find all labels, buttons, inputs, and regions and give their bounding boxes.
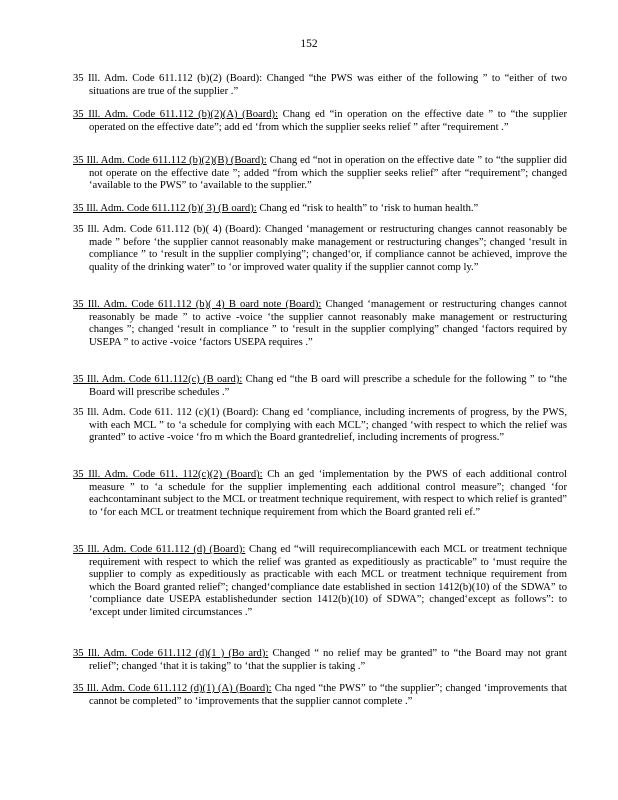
change-description: Changed “the PWS was either of the following ” to “either of two situations are true of the supplier .” bbox=[89, 73, 567, 97]
code-reference: 35 Ill. Adm. Code 611.112 (b)(2)(B) (Board): bbox=[73, 155, 267, 166]
change-description: Changed ‘management or restructuring changes cannot reasonably be made ” to active -voice ‘the supplier cannot reasonably make management or restructuring changes ”; changed ‘result in compliance ” to ‘result in the supplier complying” changed ‘factors required by USEPA ” to active -voice ‘factors USEPA requires .” bbox=[89, 299, 567, 348]
code-reference: 35 Ill. Adm. Code 611.112 (b)(2)(A) (Board): bbox=[73, 109, 279, 120]
code-reference: 35 Ill. Adm. Code 611.112 (b)( 4) B oard note (Board): bbox=[73, 299, 322, 310]
code-reference: 35 Ill. Adm. Code 611.112 (d)(1) (A) (Board): bbox=[73, 683, 272, 694]
page-number: 152 bbox=[300, 38, 318, 50]
code-reference: 35 Ill. Adm. Code 611.112(c) (B oard): bbox=[73, 374, 243, 385]
change-description: Chang ed ‘compliance, including increments of progress, by the PWS, with each MCL ” to ‘a schedule for complying with each MCL”; changed ‘with respect to which the relief was granted” to active -voice ‘fro m which the Board grantedrelief, including increments of progress.” bbox=[89, 407, 567, 443]
change-entry bbox=[73, 648, 567, 673]
change-description: Changed “ no relief may be granted” to “the Board may not grant relief”; changed ‘that it is taking” to ‘that the supplier is taking .” bbox=[89, 648, 567, 672]
code-reference: 35 Ill. Adm. Code 611.112 (b)( 3) (B oard): bbox=[73, 203, 257, 214]
change-description: Chang ed “the B oard will prescribe a schedule for the following ” to “the Board will prescribe schedules .” bbox=[89, 374, 568, 398]
code-reference: 35 Ill. Adm. Code 611.112 (b)( 4) (Board): bbox=[73, 224, 262, 235]
change-description: Chang ed “risk to health” to ‘risk to human health.” bbox=[259, 203, 479, 214]
change-entry bbox=[73, 73, 567, 98]
change-entry bbox=[73, 407, 567, 445]
change-entry bbox=[73, 155, 567, 193]
change-description: Chang ed “in operation on the effective date ” to “the supplier operated on the effective date”; add ed ‘from which the supplier seeks relief ” after “requirement .” bbox=[89, 109, 567, 133]
change-description: Cha nged “the PWS” to “the supplier”; changed ‘improvements that cannot be completed” to ‘improvements that the supplier cannot complete .” bbox=[89, 683, 567, 707]
code-reference: 35 Ill. Adm. Code 611.112 (d)(1 ) (Bo ard): bbox=[73, 648, 269, 659]
change-entry bbox=[73, 544, 567, 619]
change-description: Chang ed “will requirecompliancewith each MCL or treatment technique requirement with respect to which the relief was granted as expeditiously as practicable” to ‘must require the supplier to comply as expeditiously as practicable with each MCL or treatment technique requirement from which the Board granted relief”; changed‘compliance date established in section 1412(b)(10) of the SDWA” to ‘compliance date USEPA establishedunder section 1412(b)(10) of SDWA”; changed‘except as follows”: to ‘except under limited circumstances .” bbox=[89, 544, 568, 618]
change-entry bbox=[73, 224, 567, 274]
code-reference: 35 Ill. Adm. Code 611. 112(c)(2) (Board): bbox=[73, 469, 263, 480]
code-reference: 35 Ill. Adm. Code 611.112 (d) (Board): bbox=[73, 544, 246, 555]
change-entry bbox=[73, 299, 567, 349]
change-entry bbox=[73, 203, 567, 216]
code-reference: 35 Ill. Adm. Code 611. 112 (c)(1) (Board): bbox=[73, 407, 259, 418]
change-description: Ch an ged ‘implementation by the PWS of each additional control measure ” to ‘a schedule for the supplier implementing each additional control measure”; changed ‘for eachcontaminant subject to the MCL or treatment technique requirement, with respect to which relief is granted” to ‘for each MCL or treatment technique requirement from which the Board granted reli ef.” bbox=[89, 469, 567, 518]
change-description: Changed ‘management or restructuring changes cannot reasonably be made ” before ‘the supplier cannot reasonably make management or restructuring changes”; changed ‘result in compliance ” to ‘result in the supplier complying”; changed‘or, if compliance cannot be achieved, improve the quality of the drinking water” to ‘or improved water quality if the supplier cannot comp ly.” bbox=[89, 224, 568, 273]
code-reference: 35 Ill. Adm. Code 611.112 (b)(2) (Board): bbox=[73, 73, 263, 84]
change-entry bbox=[73, 109, 567, 134]
change-entry bbox=[73, 469, 567, 519]
change-description: Chang ed “not in operation on the effective date ” to “the supplier did not operate on the effective date ”; added “from which the supplier seeks relief” after “requirement”; changed ‘available to the PWS” to ‘available to the supplier.” bbox=[89, 155, 567, 191]
change-entry bbox=[73, 683, 567, 708]
change-entry bbox=[73, 374, 567, 399]
